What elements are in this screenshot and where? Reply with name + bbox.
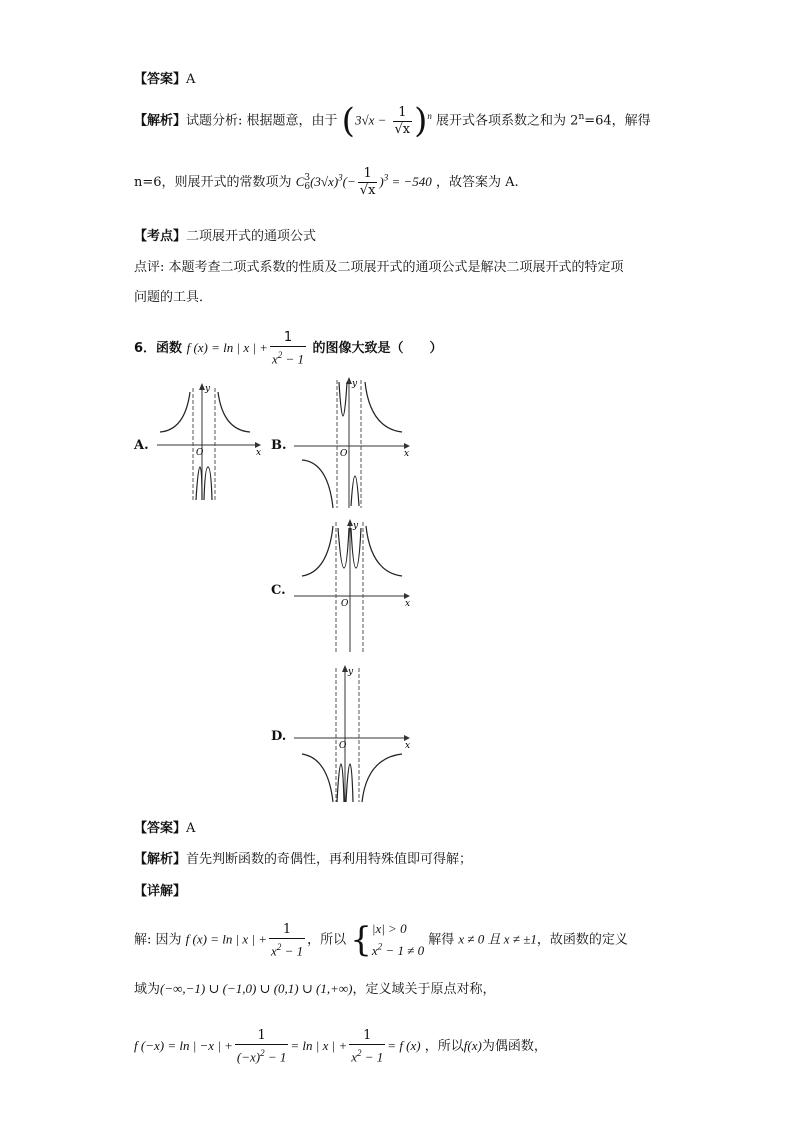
binomial-coefficient: C [295,174,305,189]
y-axis-label: y [352,379,358,389]
analysis-tag: 【解析】 [134,113,187,129]
answer-value: A [186,821,196,836]
even-function-line: f (−x) = ln | −x | + $\frac{1}{(-x)^2 - 1}$ = ln | x | + $\frac{1}{x^2 - 1}$ = f (x) ，所以f(x)为偶函数， [134,1028,547,1065]
analysis-text: 首先判断函数的奇偶性，再利用特殊值即可得解； [186,852,473,867]
option-b-label: B. [271,438,287,453]
origin-label: O [196,448,204,458]
analysis-tag: 【解析】 [134,852,187,867]
option-a-label: A. [134,438,149,453]
comment-line-1: 点评: 本题考查二项式系数的性质及二项展开式的通项公式是解决二项展开式的特定项 [134,260,624,275]
analysis-line-1: 【解析】试题分析: 根据题意，由于 (3√x − $\frac{1}{√x}$ )$^n$ 展开式各项系数之和为 $2^n=64$，解得 [134,101,651,141]
line2-post: ，故答案为 A. [435,175,519,190]
x-axis-label: x [405,599,411,609]
y-axis-label: y [205,384,211,394]
domain-post: ，定义域关于原点对称， [352,982,496,997]
solution-mid: ，所以 [307,932,347,948]
analysis-exponent: n [578,112,585,123]
option-d-label: D. [271,729,287,744]
x-axis-label: x [405,741,411,751]
x-axis-label: x [404,449,410,459]
even-fx: f(x) [463,1038,482,1054]
analysis-mid: 展开式各项系数之和为 2 [436,113,579,129]
answer-tag: 【答案】 [134,72,187,87]
solution-line: 解: 因为 f (x) = ln | x | + $\frac{1}{x^2 - 1}$ ，所以 {|x| > 0 $x^2 - 1 \ne 0$ 解得 x ≠ 0 且 x ≠ ±1，故函数的定义 [134,920,628,961]
solution-post: 解得 [428,932,455,948]
point-text: 二项展开式的通项公式 [186,229,317,244]
answer-line-2 [134,817,195,836]
question-6: 6．函数 f (x) = ln | x | + $\frac{1}{x^2 - 1}$ 的图像大致是（ ） [134,330,443,367]
graph-b [292,376,414,512]
graph-a [155,382,265,504]
origin-label: O [340,449,348,459]
answer-value: A [186,72,196,87]
point-tag: 【考点】 [134,229,187,244]
domain-line [134,978,495,997]
analysis-pre: 试题分析: 根据题意，由于 [186,113,338,129]
detail-tag: 【详解】 [134,884,187,899]
domain-set: (−∞,−1) ∪ (−1,0) ∪ (0,1) ∪ (1,+∞) [160,981,353,996]
function-expression: f (x) = ln | x | + [186,340,268,356]
x-axis-label: x [256,448,262,458]
question-number: 6．函数 [134,341,183,357]
detail-line [134,880,186,899]
analysis-line-2: n=6，则展开式的常数项为 C3 $6(3√x)^3(-$ $\frac{1}{√x}$ )$^3$ = −540 ，故答案为 A. [134,166,519,198]
y-axis-label: y [353,521,359,531]
comment-line-2: 问题的工具． [134,290,213,305]
graph-c [292,518,414,656]
even-end: ，所以 [424,1039,464,1055]
origin-label: O [339,741,347,751]
option-c-label: C. [271,583,286,598]
point-line [134,225,316,244]
origin-label: O [341,599,349,609]
analysis-post: =64，解得 [584,113,651,129]
analysis-line-3 [134,848,472,867]
solution-end: ，故函数的定义 [536,932,628,948]
question-tail: 的图像大致是（ ） [312,341,443,357]
even-tail: 为偶函数， [481,1039,547,1055]
solution-condition: x ≠ 0 且 x ≠ ±1 [458,931,537,947]
line2-pre: n=6，则展开式的常数项为 [134,175,292,190]
y-axis-label: y [348,667,354,677]
answer-line-1 [134,68,195,87]
solution-pre: 解: 因为 [134,932,182,948]
domain-pre: 域为 [134,982,161,997]
graph-d [292,664,414,806]
solution-function: f (x) = ln | x | + [185,931,268,947]
answer-tag: 【答案】 [134,821,187,836]
